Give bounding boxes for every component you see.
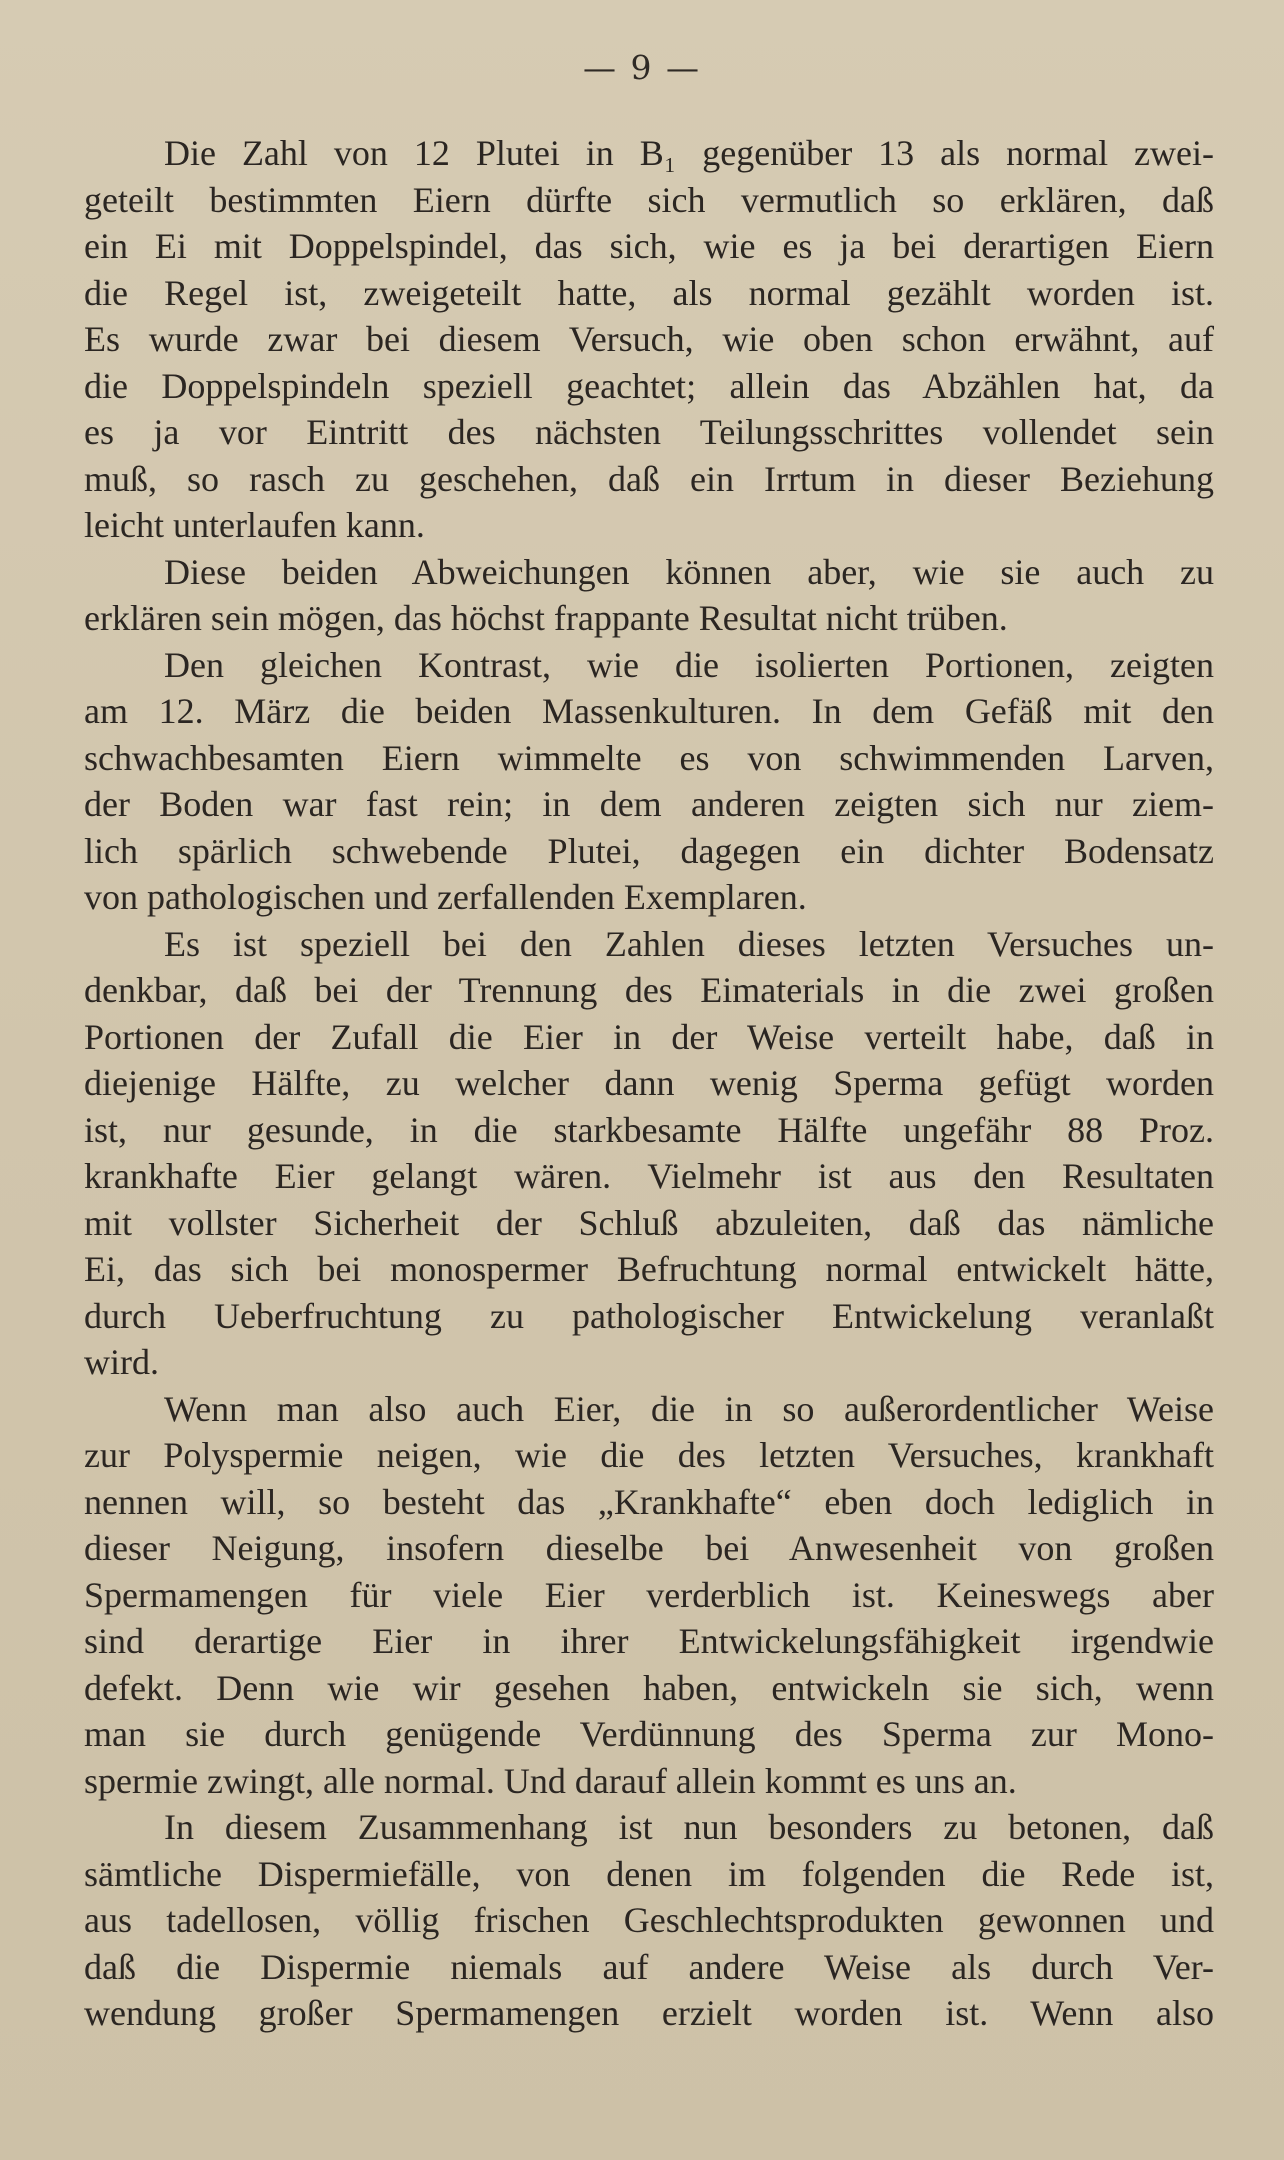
- text-line: sämtliche Dispermiefälle, von denen im folgenden die Rede ist,: [84, 1853, 1214, 1894]
- text-line: Portionen der Zufall die Eier in der Weise verteilt habe, daß in: [84, 1016, 1214, 1057]
- text-line: dieser Neigung, insofern dieselbe bei Anwesenheit von großen: [84, 1528, 1214, 1568]
- paragraph: [84, 1386, 1214, 1805]
- body-text: [84, 130, 1214, 2037]
- text-line: denkbar, daß bei der Trennung des Eimaterials in die zwei großen: [84, 970, 1214, 1010]
- text-line: die Regel ist, zweigeteilt hatte, als normal gezählt worden ist.: [84, 272, 1214, 313]
- text-line: sind derartige Eier in ihrer Entwickelungsfähigkeit irgendwie: [84, 1621, 1214, 1661]
- text-line: lich spärlich schwebende Plutei, dagegen ein dichter Bodensatz: [84, 830, 1214, 871]
- text-line: aus tadellosen, völlig frischen Geschlechtsprodukten gewonnen und: [84, 1900, 1214, 1940]
- text-line: defekt. Denn wie wir gesehen haben, entwickeln sie sich, wenn: [84, 1667, 1214, 1708]
- text-line: nennen will, so besteht das „Krankhafte“ eben doch lediglich in: [84, 1481, 1214, 1522]
- text-line: der Boden war fast rein; in dem anderen zeigten sich nur ziem-: [84, 784, 1214, 824]
- text-line: erklären sein mögen, das höchst frappante Resultat nicht trüben.: [84, 598, 1008, 638]
- text-line: die Doppelspindeln speziell geachtet; allein das Abzählen hat, da: [84, 365, 1214, 406]
- text-line: wendung großer Spermamengen erzielt worden ist. Wenn also: [84, 1993, 1214, 2033]
- text-line: Den gleichen Kontrast, wie die isolierten Portionen, zeigten: [164, 644, 1214, 685]
- text-line: es ja vor Eintritt des nächsten Teilungsschrittes vollendet sein: [84, 412, 1214, 452]
- text-line: am 12. März die beiden Massenkulturen. In dem Gefäß mit den: [84, 691, 1214, 731]
- text-line: Die Zahl von 12 Plutei in B₁ gegenüber 13 als normal zwei-: [164, 133, 1214, 173]
- text-line: daß die Dispermie niemals auf andere Weise als durch Ver-: [84, 1946, 1214, 1987]
- text-line: krankhafte Eier gelangt wären. Vielmehr ist aus den Resultaten: [84, 1156, 1214, 1196]
- page-number: — 9 —: [583, 48, 701, 87]
- text-line: diejenige Hälfte, zu welcher dann wenig Sperma gefügt worden: [84, 1063, 1214, 1103]
- text-line: Es wurde zwar bei diesem Versuch, wie oben schon erwähnt, auf: [84, 319, 1214, 359]
- text-line: Diese beiden Abweichungen können aber, wie sie auch zu: [164, 551, 1214, 592]
- text-line: wird.: [84, 1342, 159, 1382]
- text-line: spermie zwingt, alle normal. Und darauf allein kommt es uns an.: [84, 1760, 1017, 1801]
- paragraph: [84, 549, 1214, 642]
- paragraph: [84, 1804, 1214, 2037]
- paragraph: [84, 642, 1214, 921]
- text-line: ein Ei mit Doppelspindel, das sich, wie es ja bei derartigen Eiern: [84, 226, 1214, 266]
- text-line: schwachbesamten Eiern wimmelte es von schwimmenden Larven,: [84, 737, 1214, 778]
- text-line: Es ist speziell bei den Zahlen dieses letzten Versuches un-: [164, 923, 1214, 964]
- text-line: Spermamengen für viele Eier verderblich ist. Keineswegs aber: [84, 1574, 1214, 1615]
- text-line: In diesem Zusammenhang ist nun besonders zu betonen, daß: [164, 1807, 1214, 1847]
- text-line: Ei, das sich bei monospermer Befruchtung normal entwickelt hätte,: [84, 1249, 1214, 1289]
- text-line: von pathologischen und zerfallenden Exemplaren.: [84, 877, 807, 917]
- text-line: geteilt bestimmten Eiern dürfte sich vermutlich so erklären, daß: [84, 179, 1214, 220]
- text-line: durch Ueberfruchtung zu pathologischer Entwickelung veranlaßt: [84, 1295, 1214, 1336]
- text-line: leicht unterlaufen kann.: [84, 505, 425, 545]
- paragraph: [84, 921, 1214, 1386]
- text-line: man sie durch genügende Verdünnung des Sperma zur Mono-: [84, 1714, 1214, 1754]
- paragraph: [84, 130, 1214, 549]
- text-line: mit vollster Sicherheit der Schluß abzuleiten, daß das nämliche: [84, 1202, 1214, 1243]
- text-line: muß, so rasch zu geschehen, daß ein Irrtum in dieser Beziehung: [84, 458, 1214, 499]
- text-line: zur Polyspermie neigen, wie die des letzten Versuches, krankhaft: [84, 1435, 1214, 1475]
- text-line: Wenn man also auch Eier, die in so außerordentlicher Weise: [164, 1388, 1214, 1429]
- text-line: ist, nur gesunde, in die starkbesamte Hälfte ungefähr 88 Proz.: [84, 1109, 1214, 1150]
